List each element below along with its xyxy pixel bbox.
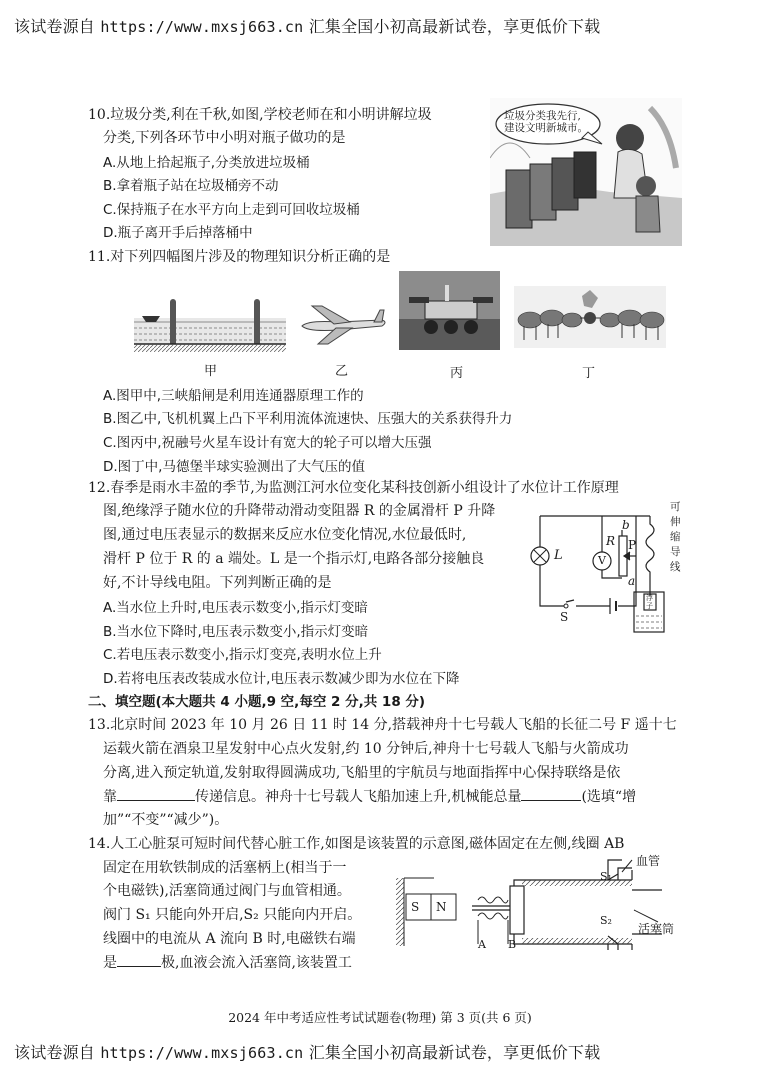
q14-line-3: 个电磁铁),活塞筒通过阀门与血管相通。 [103,883,351,899]
q11-stem: 11.对下列四幅图片涉及的物理知识分析正确的是 [88,249,391,265]
airplane-figure [298,300,390,346]
q12-option-b: B.当水位下降时,电压表示数变小,指示灯变暗 [103,624,369,640]
source-banner-top [14,14,600,37]
valve-label-S1: S₁ [600,870,612,883]
cylinder-label: 活塞筒 [638,922,675,936]
circuit-label-V: V [598,554,606,567]
magnet-label-N: N [436,900,447,914]
q14-line-6: 是 极,血液会流入活塞筒,该装置工 [103,952,352,972]
circuit-label-b: b [622,518,630,532]
garbage-sorting-figure [490,98,682,246]
q12-stem-4: 滑杆 P 位于 R 的 a 端处。L 是一个指示灯,电路各部分接触良 [103,551,485,567]
q10-stem-1: 10.垃圾分类,利在千秋,如图,学校老师在和小明讲解垃圾 [88,107,432,123]
banner-suffix: 汇集全国小初高最新试卷，享更低价下载 [308,1043,601,1062]
coil-label-A: A [478,938,486,951]
q13-line-1: 13.北京时间 2023 年 10 月 26 日 11 时 14 分,搭载神舟十七号载人飞船的长征二号 F 遥十七 [88,717,677,733]
circuit-label-a: a [628,574,636,588]
water-level-circuit-figure [526,500,686,644]
q12-stem-2: 图,绝缘浮子随水位的升降带动滑动变阻器 R 的金属滑杆 P 升降 [103,503,496,519]
q12-stem-1: 12.春季是雨水丰盈的季节,为监测江河水位变化某科技创新小组设计了水位计工作原理 [88,480,619,496]
section-2-heading: 二、填空题(本大题共 4 小题,9 空,每空 2 分,共 18 分) [88,694,426,710]
ship-lock-figure [134,296,286,356]
q14-line-1: 14.人工心脏泵可短时间代替心脏工作,如图是该装置的示意图,磁体固定在左侧,线圈 AB [88,836,625,852]
banner-url[interactable]: https://www.mxsj663.cn [100,1044,304,1062]
q13-line-3: 分离,进入预定轨道,发射取得圆满成功,飞船里的宇航员与地面指挥中心保持联络是依 [103,765,621,781]
q14-line-4: 阀门 S₁ 只能向外开启,S₂ 只能向内开启。 [103,907,362,923]
q14-blank-1[interactable] [117,952,161,967]
vessel-label: 血管 [636,854,661,868]
q10-option-c: C.保持瓶子在水平方向上走到可回收垃圾桶 [103,202,360,218]
banner-url[interactable]: https://www.mxsj663.cn [100,18,304,36]
q12-option-d: D.若将电压表改装成水位计,电压表示数减少即为水位在下降 [103,671,460,687]
caption-yi: 乙 [335,364,349,379]
valve-label-S2: S₂ [600,914,612,927]
caption-bing: 丙 [450,366,464,381]
caption-jia: 甲 [204,364,218,379]
circuit-label-R: R [606,534,616,548]
magnet-label-S: S [411,900,420,914]
q13-blank-1[interactable] [117,786,195,801]
q10-stem-2: 分类,下列各环节中小明对瓶子做功的是 [103,130,346,146]
heart-pump-figure [396,850,686,950]
magdeburg-figure [514,286,666,348]
q12-stem-3: 图,通过电压表显示的数据来反应水位变化情况,水位最低时, [103,527,467,543]
q13-line-5: 加”“不变”“减少”)。 [103,812,229,828]
q11-option-c: C.图丙中,祝融号火星车设计有宽大的轮子可以增大压强 [103,435,432,451]
caption-ding: 丁 [582,366,596,381]
q13-line-4: 靠 传递信息。神舟十七号载人飞船加速上升,机械能总量 (选填“增 [103,786,636,806]
banner-suffix: 汇集全国小初高最新试卷，享更低价下载 [308,17,601,36]
q11-option-b: B.图乙中,飞机机翼上凸下平利用流体流速快、压强大的关系获得升力 [103,411,513,427]
q10-option-b: B.拿着瓶子站在垃圾桶旁不动 [103,178,279,194]
circuit-label-P: P [628,538,637,552]
circuit-label-L: L [554,548,563,563]
source-banner-bottom [14,1040,600,1063]
q12-option-c: C.若电压表示数变小,指示灯变亮,表明水位上升 [103,647,382,663]
mars-rover-figure [399,271,500,350]
q11-option-d: D.图丁中,马德堡半球实验测出了大气压的值 [103,459,365,475]
bubble-text-1: 垃圾分类我先行, [504,110,581,122]
q12-option-a: A.当水位上升时,电压表示数变小,指示灯变暗 [103,600,368,616]
page-footer: 2024 年中考适应性考试试题卷(物理) 第 3 页(共 6 页) [228,1010,532,1025]
q13-line-2: 运载火箭在酒泉卫星发射中心点火发射,约 10 分钟后,神舟十七号载人飞船与火箭成功 [103,741,629,757]
q12-stem-5: 好,不计导线电阻。下列判断正确的是 [103,575,332,591]
q14-line-5: 线圈中的电流从 A 流向 B 时,电磁铁右端 [103,931,356,947]
banner-prefix: 该试卷源自 [14,1043,96,1062]
q13-blank-2[interactable] [521,786,581,801]
banner-prefix: 该试卷源自 [14,17,96,36]
circuit-label-S: S [560,610,569,624]
wire-label: 可 伸 缩 导 线 [670,501,681,573]
bubble-text-2: 建设文明新城市。 [504,122,588,134]
q11-option-a: A.图甲中,三峡船闸是利用连通器原理工作的 [103,388,364,404]
q14-line-2: 固定在用软铁制成的活塞柄上(相当于一 [103,860,347,876]
q10-option-d: D.瓶子离开手后掉落桶中 [103,225,253,241]
coil-label-B: B [508,938,517,951]
q10-option-a: A.从地上拾起瓶子,分类放进垃圾桶 [103,155,310,171]
float-label: 浮 子 [646,594,653,610]
